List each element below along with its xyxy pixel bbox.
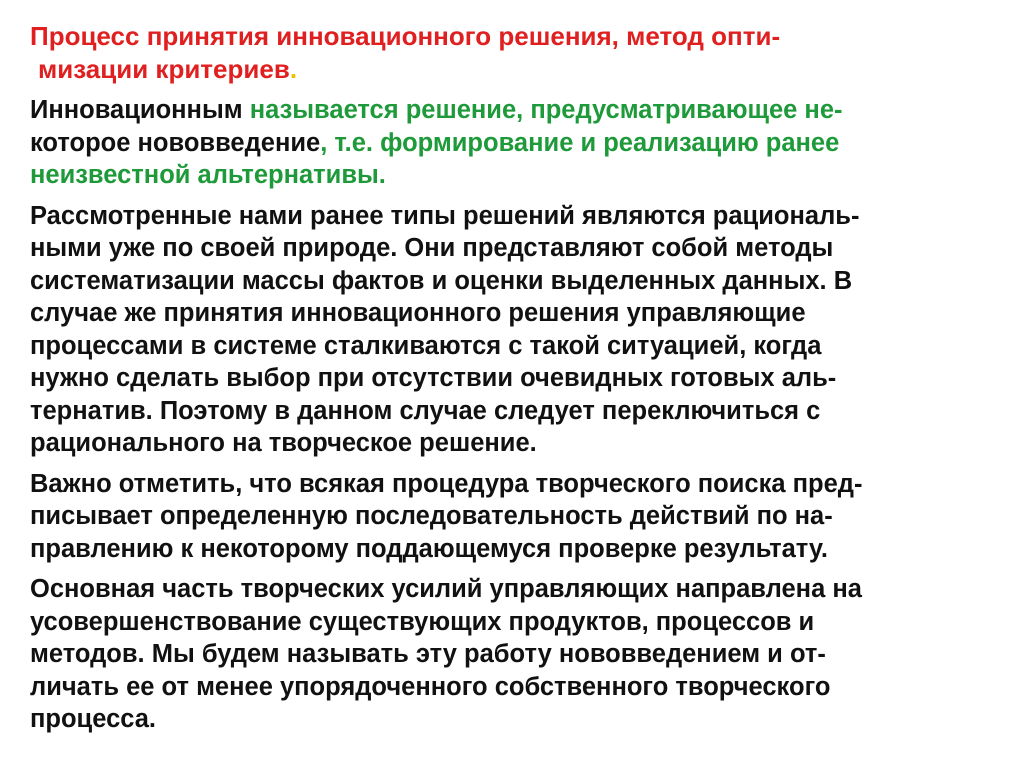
creative-efforts-paragraph <box>30 573 1002 736</box>
paragraph-line: писывает определенную последовательность действий по на- <box>30 502 833 530</box>
definition-text-2: которое <box>30 128 131 157</box>
paragraph-line: систематизации массы фактов и оценки выделенных данных. В <box>30 266 853 295</box>
creative-procedure-paragraph <box>30 468 1002 566</box>
paragraph-line: Основная часть творческих усилий управляющих направлена на <box>30 575 862 603</box>
rational-decisions-paragraph <box>30 200 1002 460</box>
paragraph-line: правлению к некоторому поддающемуся проверке результату. <box>30 534 828 563</box>
term-innovative: Инновационным <box>30 96 243 124</box>
definition-text-3: , т.е. формирование и реализацию ранее <box>320 128 840 157</box>
slide-title <box>30 20 1002 86</box>
paragraph-line: ными уже по своей природе. Они представляют собой методы <box>30 234 834 262</box>
paragraph-line: нужно сделать выбор при отсутствии очевидных готовых аль- <box>30 364 837 392</box>
title-accent-dot: . <box>289 54 298 84</box>
paragraph-line: процессами в системе сталкиваются с такой ситуацией, когда <box>30 331 822 360</box>
paragraph-line: личать ее от менее упорядоченного собственного творческого <box>30 672 831 701</box>
paragraph-line: рационального на творческое решение. <box>30 429 537 457</box>
slide-title-line-2: мизации критериев <box>38 54 290 84</box>
definition-text-4: неизвестной альтернативы. <box>30 161 386 189</box>
definition-text-1: называется решение, предусматривающее не- <box>242 96 843 124</box>
term-innovation: нововведение <box>130 128 321 157</box>
definition-paragraph <box>30 94 1002 192</box>
paragraph-line: Рассмотренные нами ранее типы решений являются рациональ- <box>30 201 860 230</box>
paragraph-line: тернатив. Поэтому в данном случае следует переключиться с <box>30 396 821 425</box>
paragraph-line: процесса. <box>30 705 157 733</box>
paragraph-line: усовершенствование существующих продуктов, процессов и <box>30 607 815 636</box>
paragraph-line: методов. Мы будем называть эту работу нововведением и от- <box>30 640 826 668</box>
slide-title-line-1: Процесс принятия инновационного решения, метод опти- <box>30 21 781 51</box>
paragraph-line: Важно отметить, что всякая процедура творческого поиска пред- <box>30 469 863 498</box>
paragraph-line: случае же принятия инновационного решения управляющие <box>30 299 806 327</box>
